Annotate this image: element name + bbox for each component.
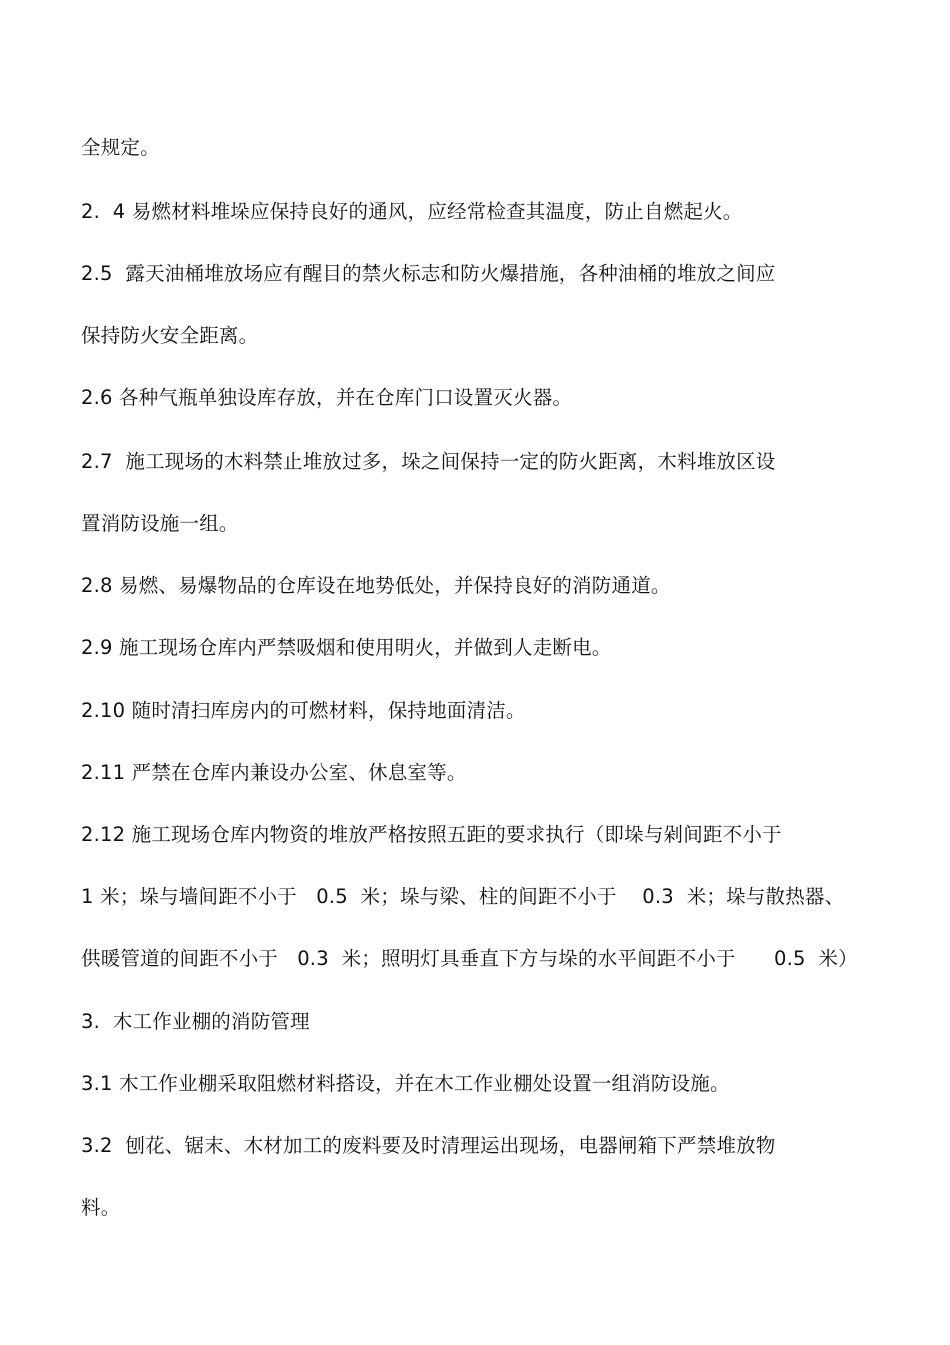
text-line: 3.1 木工作业棚采取阻燃材料搭设，并在木工作业棚处设置一组消防设施。 bbox=[81, 1072, 730, 1095]
section-heading: 3. 木工作业棚的消防管理 bbox=[81, 1010, 310, 1033]
text-line: 保持防火安全距离。 bbox=[81, 324, 259, 347]
text-line: 1 米；垛与墙间距不小于 0.5 米；垛与梁、柱的间距不小于 0.3 米；垛与散热器、 bbox=[81, 885, 845, 908]
text-line: 2.6 各种气瓶单独设库存放，并在仓库门口设置灭火器。 bbox=[81, 386, 573, 409]
text-line: 2.10 随时清扫库房内的可燃材料，保持地面清洁。 bbox=[81, 699, 526, 722]
text-line: 料。 bbox=[81, 1196, 121, 1219]
text-line: 全规定。 bbox=[81, 136, 160, 159]
text-line: 3.2 刨花、锯末、木材加工的废料要及时清理运出现场，电器闸箱下严禁堆放物 bbox=[81, 1134, 776, 1157]
text-line: 置消防设施一组。 bbox=[81, 512, 239, 535]
text-line: 2.11 严禁在仓库内兼设办公室、休息室等。 bbox=[81, 761, 467, 784]
text-line: 2.7 施工现场的木料禁止堆放过多，垛之间保持一定的防火距离，木料堆放区设 bbox=[81, 450, 776, 473]
text-line: 2.9 施工现场仓库内严禁吸烟和使用明火，并做到人走断电。 bbox=[81, 636, 612, 659]
text-line: 2.12 施工现场仓库内物资的堆放严格按照五距的要求执行（即垛与剁间距不小于 bbox=[81, 823, 782, 846]
text-line: 供暖管道的间距不小于 0.3 米；照明灯具垂直下方与垛的水平间距不小于 0.5 米） bbox=[81, 947, 858, 970]
text-line: 2.8 易燃、易爆物品的仓库设在地势低处，并保持良好的消防通道。 bbox=[81, 574, 671, 597]
text-line: 2. 4 易燃材料堆垛应保持良好的通风，应经常检查其温度，防止自燃起火。 bbox=[81, 200, 743, 223]
text-line: 2.5 露天油桶堆放场应有醒目的禁火标志和防火爆措施，各种油桶的堆放之间应 bbox=[81, 262, 776, 285]
